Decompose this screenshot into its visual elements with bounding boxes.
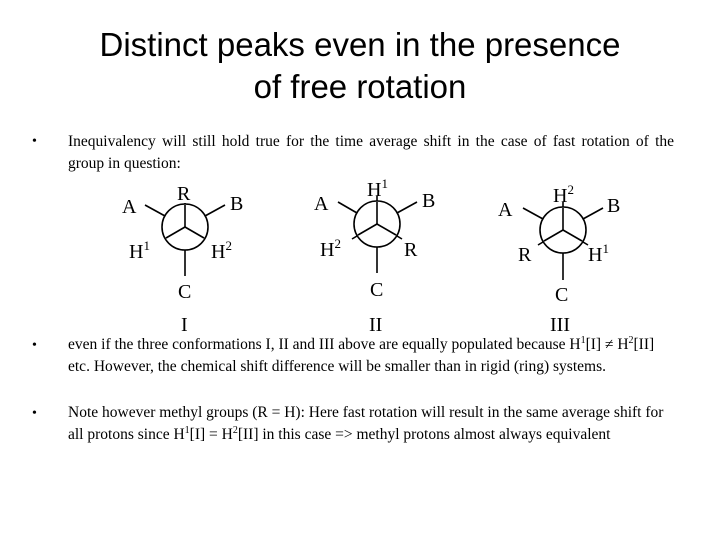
substituent-upper-right: B xyxy=(230,193,244,215)
substituent-lower-right: $H^1$ xyxy=(588,241,609,266)
bullet-marker-3: • xyxy=(32,406,37,421)
substituent-upper-right: B xyxy=(422,190,436,212)
substituent-upper-right: B xyxy=(607,195,621,217)
bond-back-upper-right xyxy=(583,208,603,219)
substituent-bottom: C xyxy=(178,281,192,303)
substituent-lower-right: R xyxy=(404,239,418,261)
bullet-2-text: even if the three conformations I, II and III above are equally populated because $H^1[I] \ne H^2[II]$ etc. However, the chemical shift difference will be smaller than in rigid (ring) systems. xyxy=(68,334,655,375)
bond-back-upper-right xyxy=(397,202,417,213)
conformer-II xyxy=(314,176,435,336)
substituent-upper-left: A xyxy=(122,196,137,218)
bond-back-upper-left xyxy=(523,208,543,219)
substituent-bottom: C xyxy=(370,279,384,301)
substituent-top: R xyxy=(177,183,191,205)
bullet-3-text: Note however methyl groups (R = H): Here fast rotation will result in the same average shift for all protons since $H^1[I] = H^2[II]$ in this case => methyl protons almost always equivalent xyxy=(68,404,664,443)
substituent-bottom: C xyxy=(555,284,569,306)
substituent-lower-left: $H^1$ xyxy=(129,238,150,263)
substituent-lower-right: $H^2$ xyxy=(211,238,232,263)
bond-front-left-outer xyxy=(352,236,357,239)
conformer-label-II: II xyxy=(369,314,383,336)
bond-back-upper-left xyxy=(145,205,165,216)
conformer-III xyxy=(498,182,620,336)
conformer-label-III: III xyxy=(550,314,570,336)
title-line-1: Distinct peaks even in the presence xyxy=(99,26,621,63)
bullet-marker-2: • xyxy=(32,338,37,353)
bullet-1-text: Inequivalency will still hold true for the time average shift in the case of fast rotation of the group in question: xyxy=(68,133,674,172)
bond-back-upper-right xyxy=(205,205,225,216)
conformer-I xyxy=(122,183,243,336)
conformer-label-I: I xyxy=(181,314,188,336)
substituent-top: $H^2$ xyxy=(553,182,574,207)
bullet-marker-1: • xyxy=(32,134,37,149)
substituent-top: $H^1$ xyxy=(367,176,388,201)
title-line-2: of free rotation xyxy=(253,68,467,105)
substituent-lower-left: R xyxy=(518,244,532,266)
substituent-upper-left: A xyxy=(498,199,513,221)
substituent-upper-left: A xyxy=(314,193,329,215)
substituent-lower-left: $H^2$ xyxy=(320,236,341,261)
bond-front-right-outer xyxy=(397,236,402,239)
bond-back-upper-left xyxy=(338,202,357,213)
bond-front-left-outer xyxy=(538,242,543,245)
